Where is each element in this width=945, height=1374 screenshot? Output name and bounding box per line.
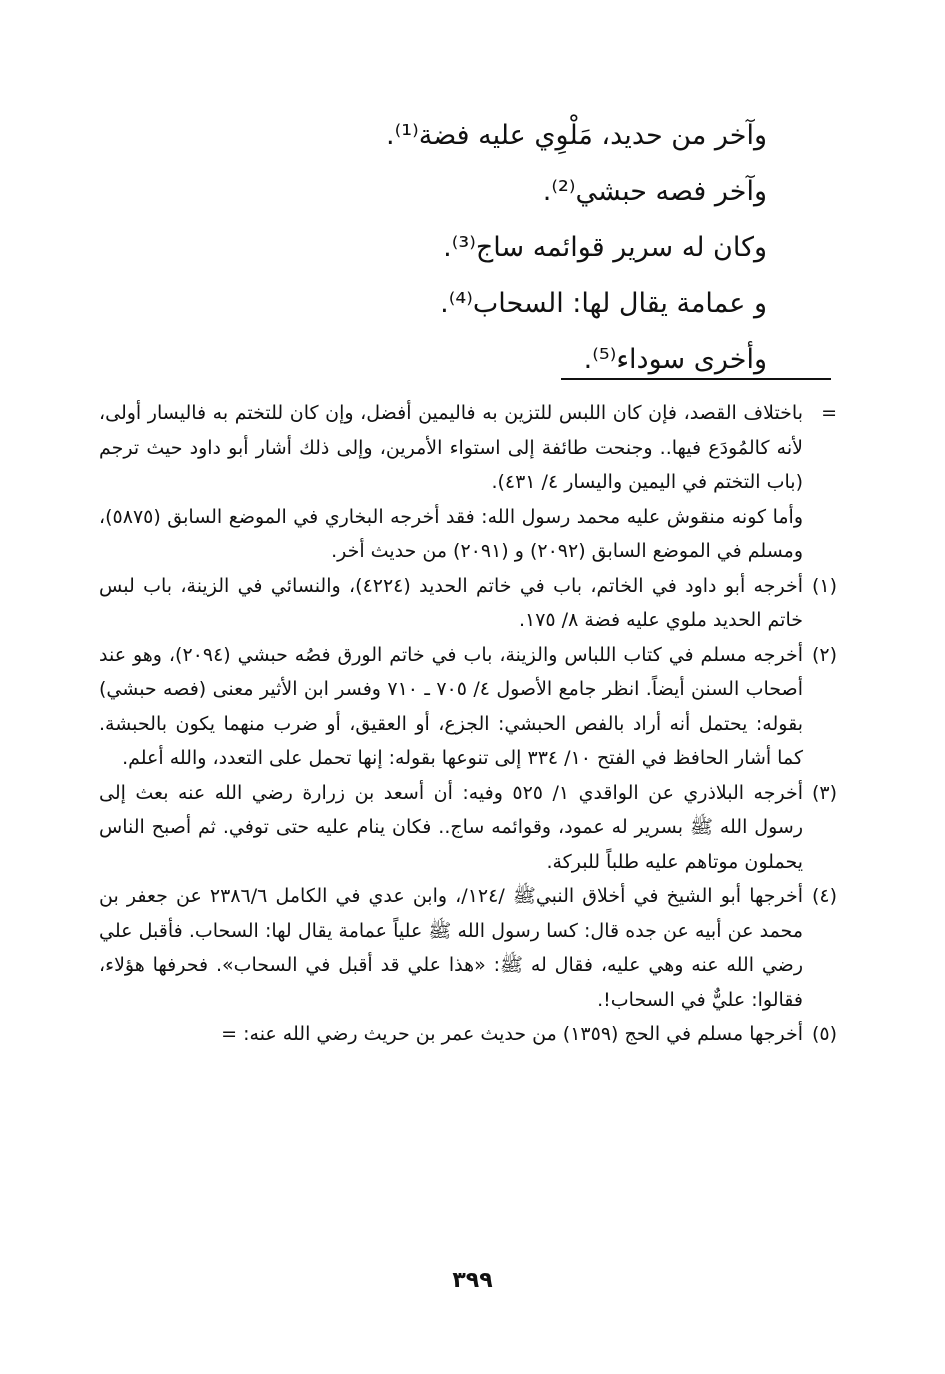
footnote-marker: (٥) <box>811 1023 837 1045</box>
footnote-separator <box>561 378 831 380</box>
footnote-marker: (٤) <box>811 885 837 907</box>
footnotes <box>99 396 837 1052</box>
footnote-text: أخرجه أبو داود في الخاتم، باب في خاتم الحديد (٤٢٢٤)، والنسائي في الزينة، باب لبس خاتم الحديد ملوي عليه فضة ٨/ ١٧٥. <box>99 574 803 631</box>
footnote-2 <box>99 638 837 776</box>
main-text-line: وكان له سرير قوائمه ساج⁽³⁾. <box>443 232 767 263</box>
footnote-marker: (٢) <box>811 643 837 666</box>
footnote-1 <box>99 569 837 638</box>
footnote-text: أخرجها مسلم في الحج (١٣٥٩) من حديث عمر بن حريث رضي الله عنه: = <box>221 1023 803 1045</box>
main-text-line: وأخرى سوداء⁽⁵⁾. <box>583 344 767 375</box>
main-text <box>167 108 767 388</box>
footnote-3 <box>99 776 837 880</box>
footnote-paragraph: وأما كونه منقوش عليه محمد رسول الله: فقد أخرجه البخاري في الموضع السابق (٥٨٧٥)، ومسلم في الموضع السابق (٢٠٩٢) و (٢٠٩١) من حديث أخر. <box>99 505 803 562</box>
footnote-marker: (٣) <box>811 781 837 804</box>
main-text-line: و عمامة يقال لها: السحاب⁽⁴⁾. <box>440 288 767 319</box>
footnote-paragraph: باختلاف القصد، فإن كان اللبس للتزين به فاليمين أفضل، وإن كان للتختم به فاليسار أولى، لأنه كالمُودَع فيها.. وجنحت طائفة إلى استواء الأمرين، وإلى ذلك أشار أبو داود حيث ترجم (باب التختم في اليمين واليسار ٤/ ٤٣١). <box>99 402 803 493</box>
page-number: ٣٩٩ <box>452 1268 493 1293</box>
footnote-4 <box>99 879 837 1017</box>
main-text-line: وآخر فصه حبشي⁽²⁾. <box>542 176 767 207</box>
footnote-text: أخرجها أبو الشيخ في أخلاق النبيﷺ /١٢٤/، وابن عدي في الكامل ٢٣٨٦/٦ عن جعفر بن محمد عن أبيه عن جده قال: كسا رسول الله ﷺ علياً عمامة يقال لها: السحاب. فأقبل علي رضي الله عنه وهي عليه، فقال له ﷺ: «هذا علي قد أقبل في السحاب». فحرفها هؤلاء، فقالوا: عليٌّ في السحاب!. <box>99 885 803 1011</box>
footnote-continuation-marker: = <box>821 402 837 424</box>
footnote-continuation <box>99 396 837 569</box>
footnote-marker: (١) <box>811 574 837 597</box>
footnote-text: أخرجه البلاذري عن الواقدي ١/ ٥٢٥ وفيه: أن أسعد بن زرارة رضي الله عنه بعث إلى رسول الله ﷺ بسرير له عمود، وقوائمه ساج.. فكان ينام عليه حتى توفي. ثم أصبح الناس يحملون موتاهم عليه طلباً للبركة. <box>99 781 803 873</box>
footnote-text: أخرجه مسلم في كتاب اللباس والزينة، باب في خاتم الورق فصُه حبشي (٢٠٩٤)، وهو عند أصحاب السنن أيضاً. انظر جامع الأصول ٤/ ٧٠٥ ـ ٧١٠ وفسر ابن الأثير معنى (فصه حبشي) بقوله: يحتمل أنه أراد بالفص الحبشي: الجزع، أو العقيق، أو ضرب منهما يكون بالحبشة. كما أشار الحافظ في الفتح ١٠/ ٣٣٤ إلى تنوعها بقوله: إنها تحمل على التعدد، والله أعلم. <box>99 643 803 769</box>
footnote-continuation-body <box>99 396 803 569</box>
main-text-line: وآخر من حديد، مَلْوِي عليه فضة⁽¹⁾. <box>386 120 767 151</box>
footnote-5 <box>99 1017 837 1052</box>
